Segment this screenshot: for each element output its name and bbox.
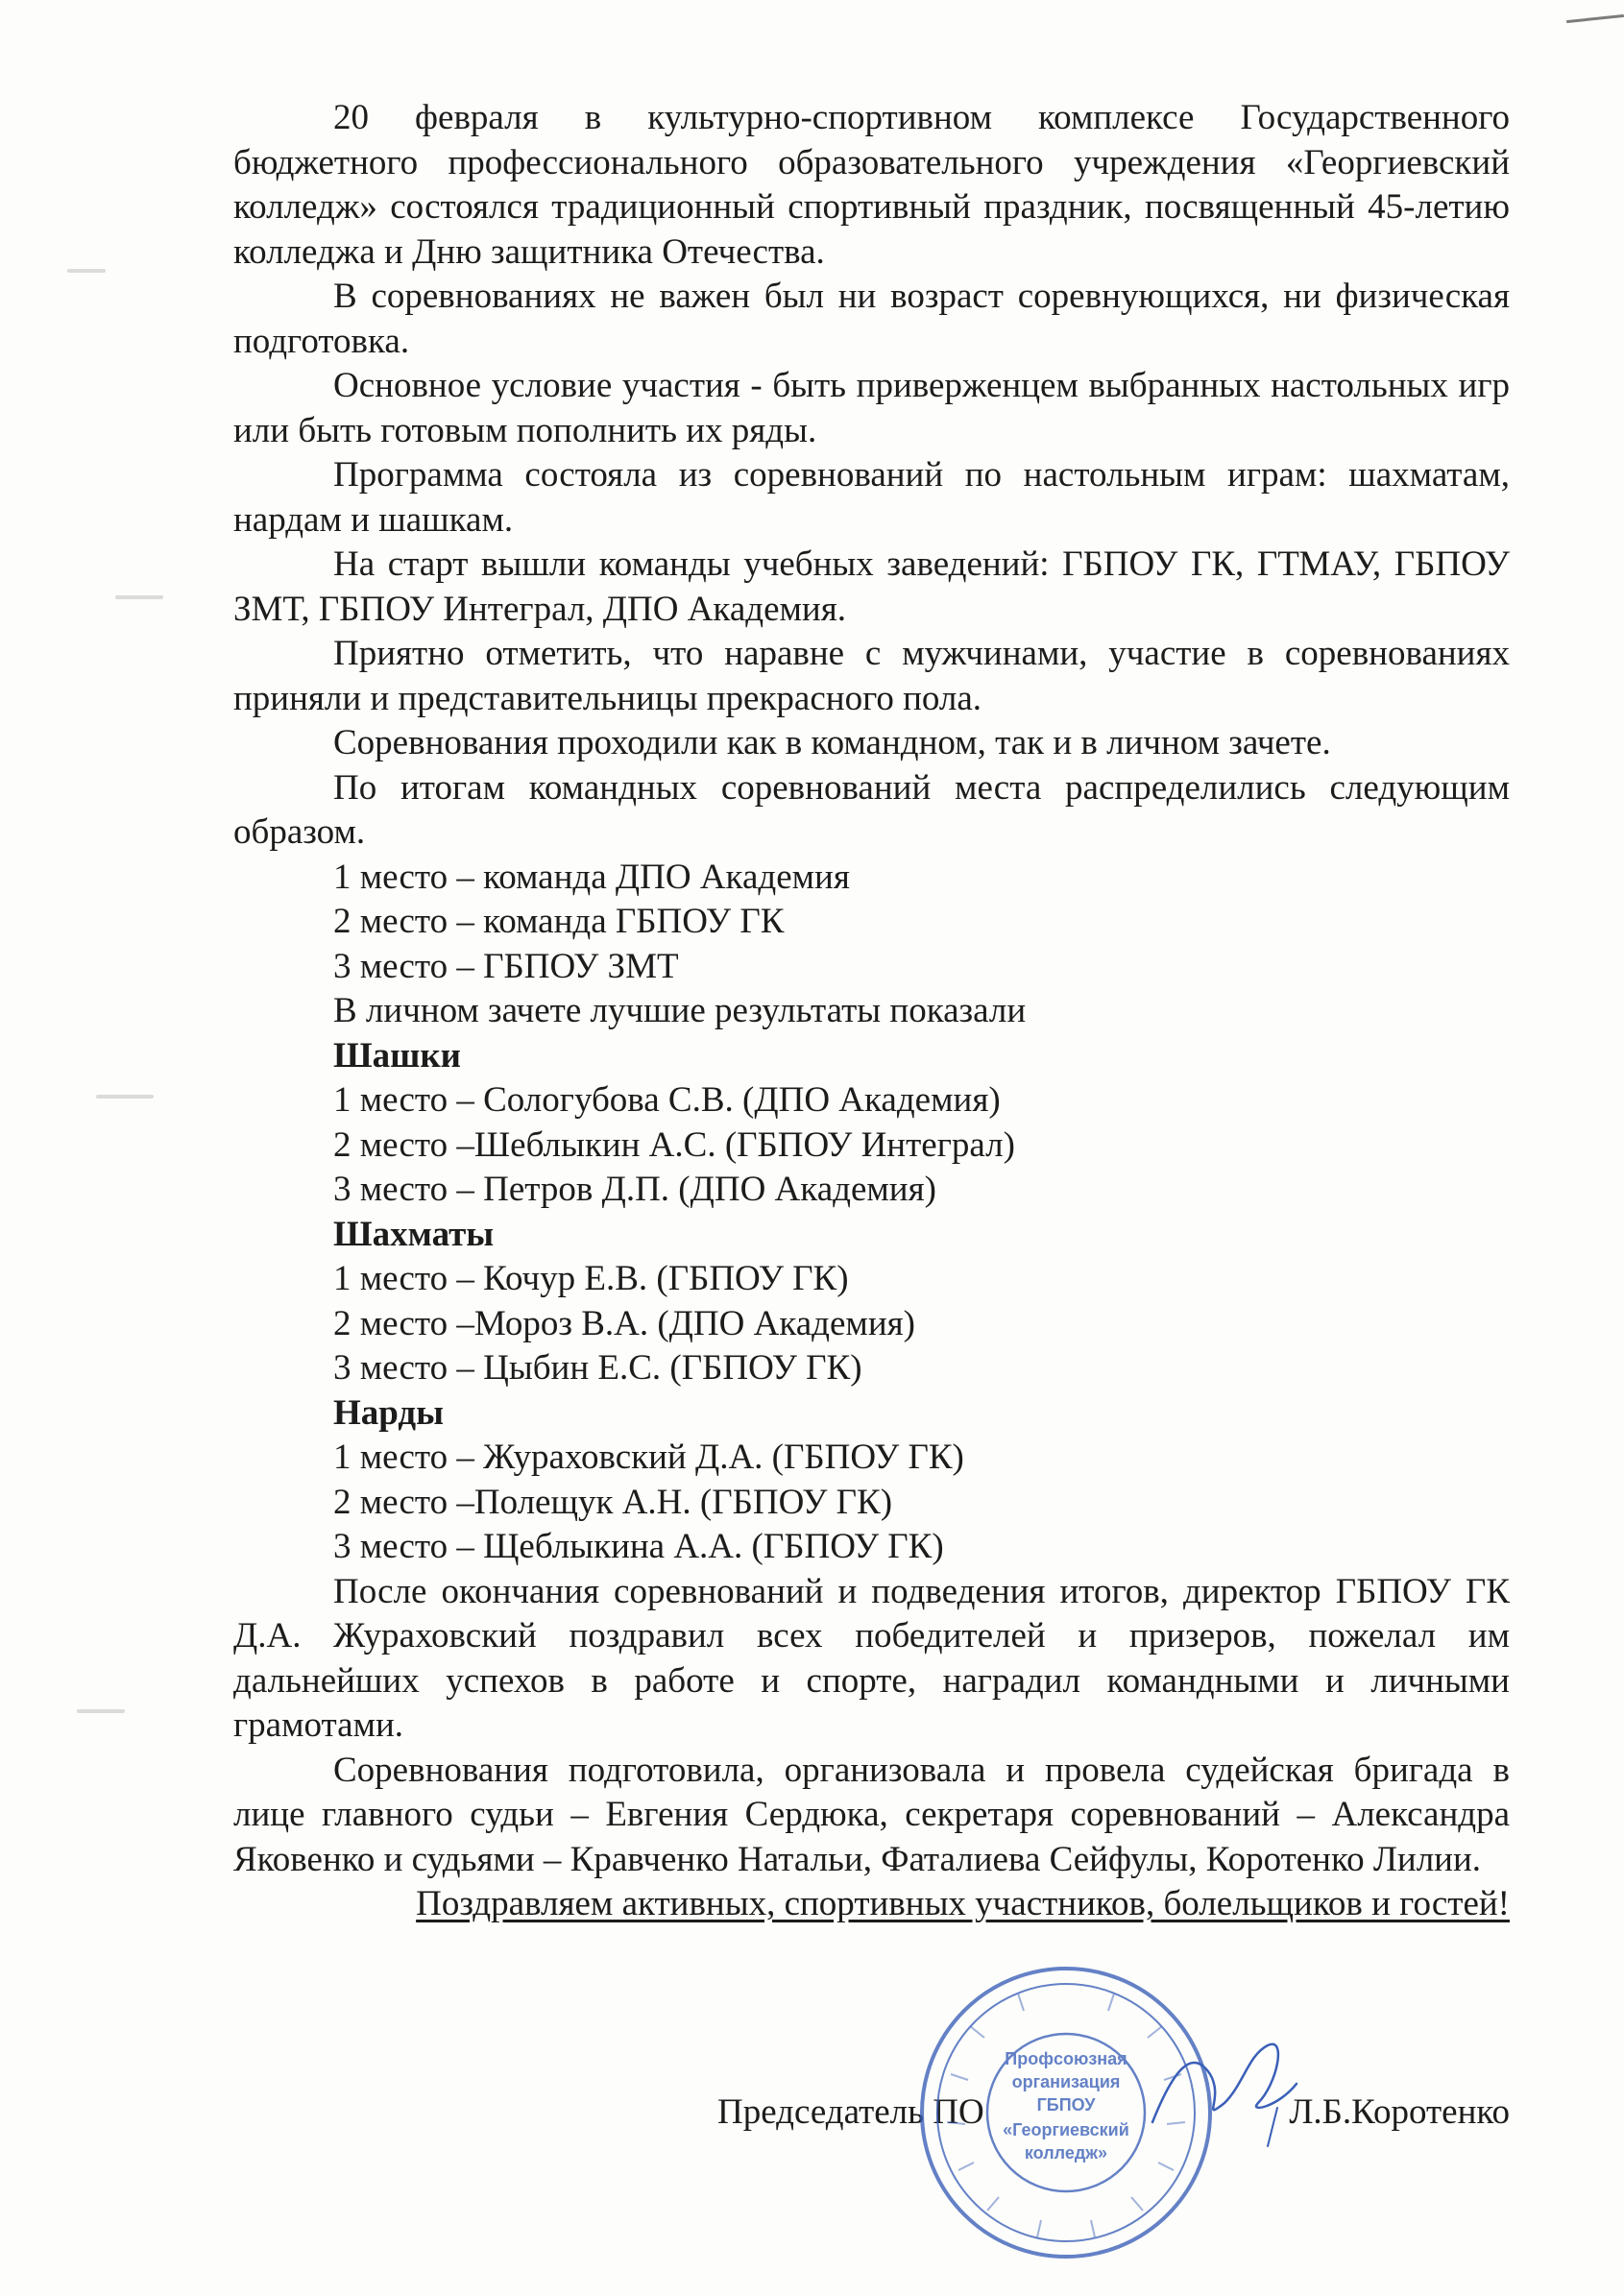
individual-result-line: 1 место – Сологубова С.В. (ДПО Академия): [333, 1080, 1001, 1120]
individual-intro: В личном зачете лучшие результаты показали: [333, 991, 1027, 1030]
document-body: [233, 96, 1510, 1927]
individual-result-line: 3 место – Щеблыкина А.А. (ГБПОУ ГК): [333, 1527, 944, 1566]
program-paragraph: Программа состояла из соревнований по настольным играм: шахматам, нардам и шашкам.: [233, 455, 1510, 540]
women-paragraph: Приятно отметить, что наравне с мужчинами, участие в соревнованиях приняли и представительницы прекрасного пола.: [233, 634, 1510, 718]
individual-result-line: 2 место –Полещук А.Н. (ГБПОУ ГК): [333, 1482, 893, 1522]
category-heading: Шашки: [333, 1035, 462, 1075]
individual-result-line: 1 место – Жураховский Д.А. (ГБПОУ ГК): [333, 1438, 964, 1477]
stamp-center-line: организация: [1011, 2072, 1121, 2091]
stamp-center-line: «Георгиевский: [1003, 2120, 1129, 2139]
signatory-name: Л.Б.Коротенко: [1289, 2092, 1510, 2132]
teams-paragraph: На старт вышли команды учебных заведений: ГБПОУ ГК, ГТМАУ, ГБПОУ ЗМТ, ГБПОУ Интеграл, ДПО Академия.: [233, 544, 1510, 629]
team-result-line: 2 место – команда ГБПОУ ГК: [333, 902, 785, 941]
stamp-center-line: ГБПОУ: [1036, 2095, 1096, 2115]
handwritten-signature-icon: [1133, 2017, 1325, 2151]
congratulation-line: Поздравляем активных, спортивных участников, болельщиков и гостей!: [416, 1884, 1510, 1923]
signatory-role: Председатель ПО: [717, 2092, 984, 2132]
team-result-line: 1 место – команда ДПО Академия: [333, 857, 850, 897]
scan-smudge: [115, 595, 163, 599]
judges-paragraph: Соревнования подготовила, организовала и провела судейская бригада в лице главного судьи – Евгения Сердюка, секретаря соревнований – Александра Яковенко и судьями – Кравченко Натальи, Фаталиева Сейфулы, Коротенко Лилии.: [233, 1750, 1510, 1879]
format-paragraph: Соревнования проходили как в командном, так и в личном зачете.: [333, 723, 1331, 762]
stamp-center-line: колледж»: [1024, 2143, 1108, 2163]
scan-smudge: [96, 1095, 154, 1099]
individual-result-line: 3 место – Петров Д.П. (ДПО Академия): [333, 1170, 936, 1209]
scan-smudge: [67, 269, 106, 273]
individual-result-line: 1 место – Кочур Е.В. (ГБПОУ ГК): [333, 1259, 849, 1298]
age-paragraph: В соревнованиях не важен был ни возраст соревнующихся, ни физическая подготовка.: [233, 277, 1510, 361]
scan-smudge: [77, 1709, 125, 1713]
stamp-center-line: Профсоюзная: [1005, 2049, 1127, 2068]
scan-corner-mark: [1566, 14, 1624, 23]
director-paragraph: После окончания соревнований и подведения итогов, директор ГБПОУ ГК Д.А. Жураховский поздравил всех победителей и призеров, пожелал им дальнейших успехов в работе и спорте, наградил командными и личными грамотами.: [233, 1571, 1510, 1745]
individual-result-line: 2 место –Шеблыкин А.С. (ГБПОУ Интеграл): [333, 1124, 1015, 1165]
team-result-line: 3 место – ГБПОУ ЗМТ: [333, 946, 679, 986]
condition-paragraph: Основное условие участия - быть приверженцем выбранных настольных игр или быть готовым пополнить их ряды.: [233, 366, 1510, 450]
intro-paragraph: 20 февраля в культурно-спортивном комплексе Государственного бюджетного профессионального образовательного учреждения «Георгиевский колледж» состоялся традиционный спортивный праздник, посвященный 45-летию колледжа и Дню защитника Отечества.: [233, 98, 1510, 272]
category-heading: Шахматы: [333, 1214, 495, 1254]
individual-result-line: 3 место – Цыбин Е.С. (ГБПОУ ГК): [333, 1348, 862, 1388]
category-heading: Нарды: [333, 1392, 444, 1433]
individual-result-line: 2 место –Мороз В.А. (ДПО Академия): [333, 1303, 915, 1343]
results-intro-paragraph: По итогам командных соревнований места распределились следующим образом.: [233, 767, 1510, 852]
